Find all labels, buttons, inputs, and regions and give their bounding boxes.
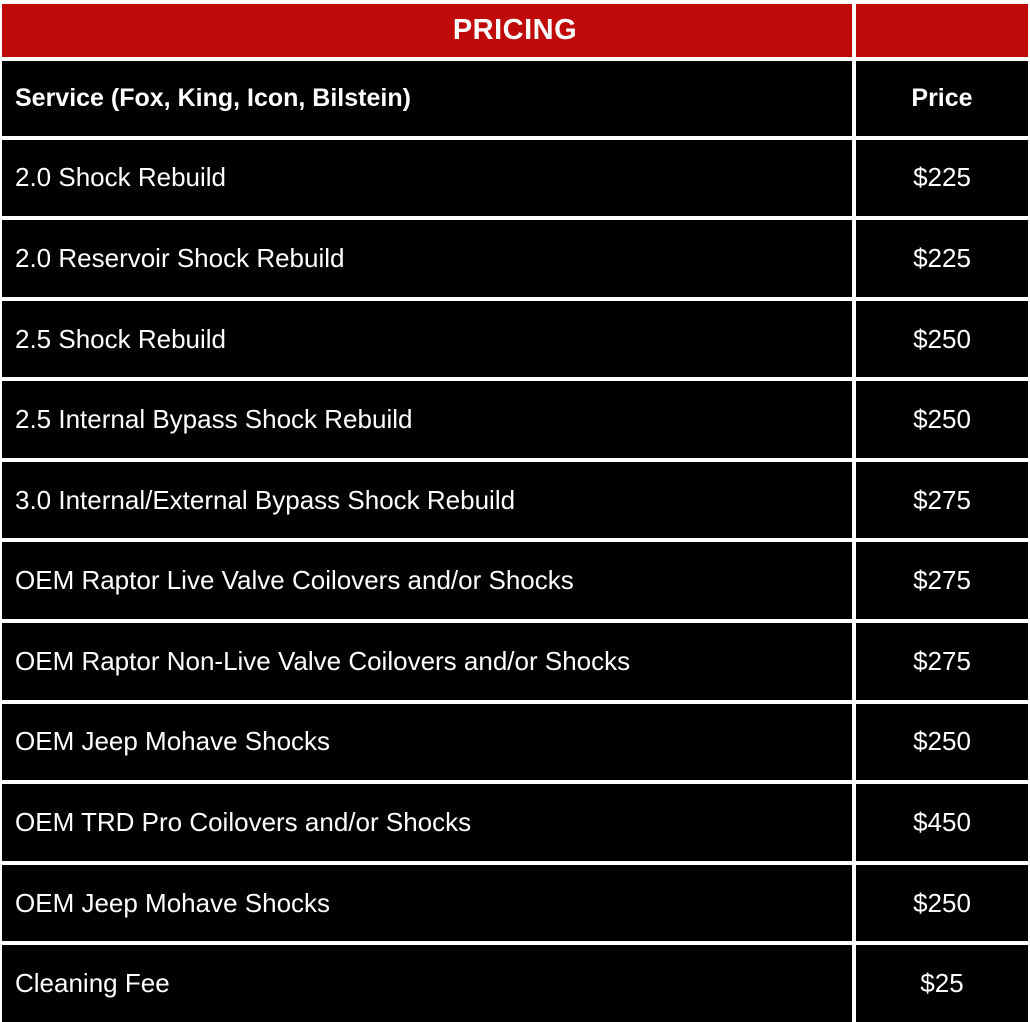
service-cell: OEM Jeep Mohave Shocks xyxy=(2,704,852,781)
page-title: PRICING xyxy=(452,14,578,46)
price-cell: $250 xyxy=(856,381,1028,458)
service-cell: 2.0 Reservoir Shock Rebuild xyxy=(2,220,852,297)
table-row xyxy=(2,704,1028,781)
service-cell: OEM Jeep Mohave Shocks xyxy=(2,865,852,942)
table-header-row xyxy=(2,61,1028,136)
service-cell: Cleaning Fee xyxy=(2,945,852,1022)
column-header-service: Service (Fox, King, Icon, Bilstein) xyxy=(2,61,852,136)
price-cell: $225 xyxy=(856,140,1028,217)
table-row xyxy=(2,381,1028,458)
service-cell: OEM Raptor Live Valve Coilovers and/or Shocks xyxy=(2,542,852,619)
service-cell: 2.0 Shock Rebuild xyxy=(2,140,852,217)
price-cell: $225 xyxy=(856,220,1028,297)
price-cell: $25 xyxy=(856,945,1028,1022)
service-cell: 2.5 Internal Bypass Shock Rebuild xyxy=(2,381,852,458)
table-title-band xyxy=(2,4,1028,57)
service-cell: 2.5 Shock Rebuild xyxy=(2,301,852,378)
price-cell: $250 xyxy=(856,865,1028,942)
table-row xyxy=(2,865,1028,942)
table-row xyxy=(2,301,1028,378)
table-title-spacer xyxy=(856,4,1028,57)
service-cell: 3.0 Internal/External Bypass Shock Rebuild xyxy=(2,462,852,539)
service-cell: OEM Raptor Non-Live Valve Coilovers and/or Shocks xyxy=(2,623,852,700)
table-row xyxy=(2,462,1028,539)
table-row xyxy=(2,784,1028,861)
price-cell: $275 xyxy=(856,542,1028,619)
table-row xyxy=(2,623,1028,700)
table-row xyxy=(2,945,1028,1022)
price-cell: $450 xyxy=(856,784,1028,861)
table-title-cell xyxy=(2,4,852,57)
table-row xyxy=(2,220,1028,297)
service-cell: OEM TRD Pro Coilovers and/or Shocks xyxy=(2,784,852,861)
price-cell: $250 xyxy=(856,301,1028,378)
price-cell: $275 xyxy=(856,623,1028,700)
price-cell: $250 xyxy=(856,704,1028,781)
table-row xyxy=(2,542,1028,619)
column-header-price: Price xyxy=(856,61,1028,136)
price-cell: $275 xyxy=(856,462,1028,539)
table-row xyxy=(2,140,1028,217)
